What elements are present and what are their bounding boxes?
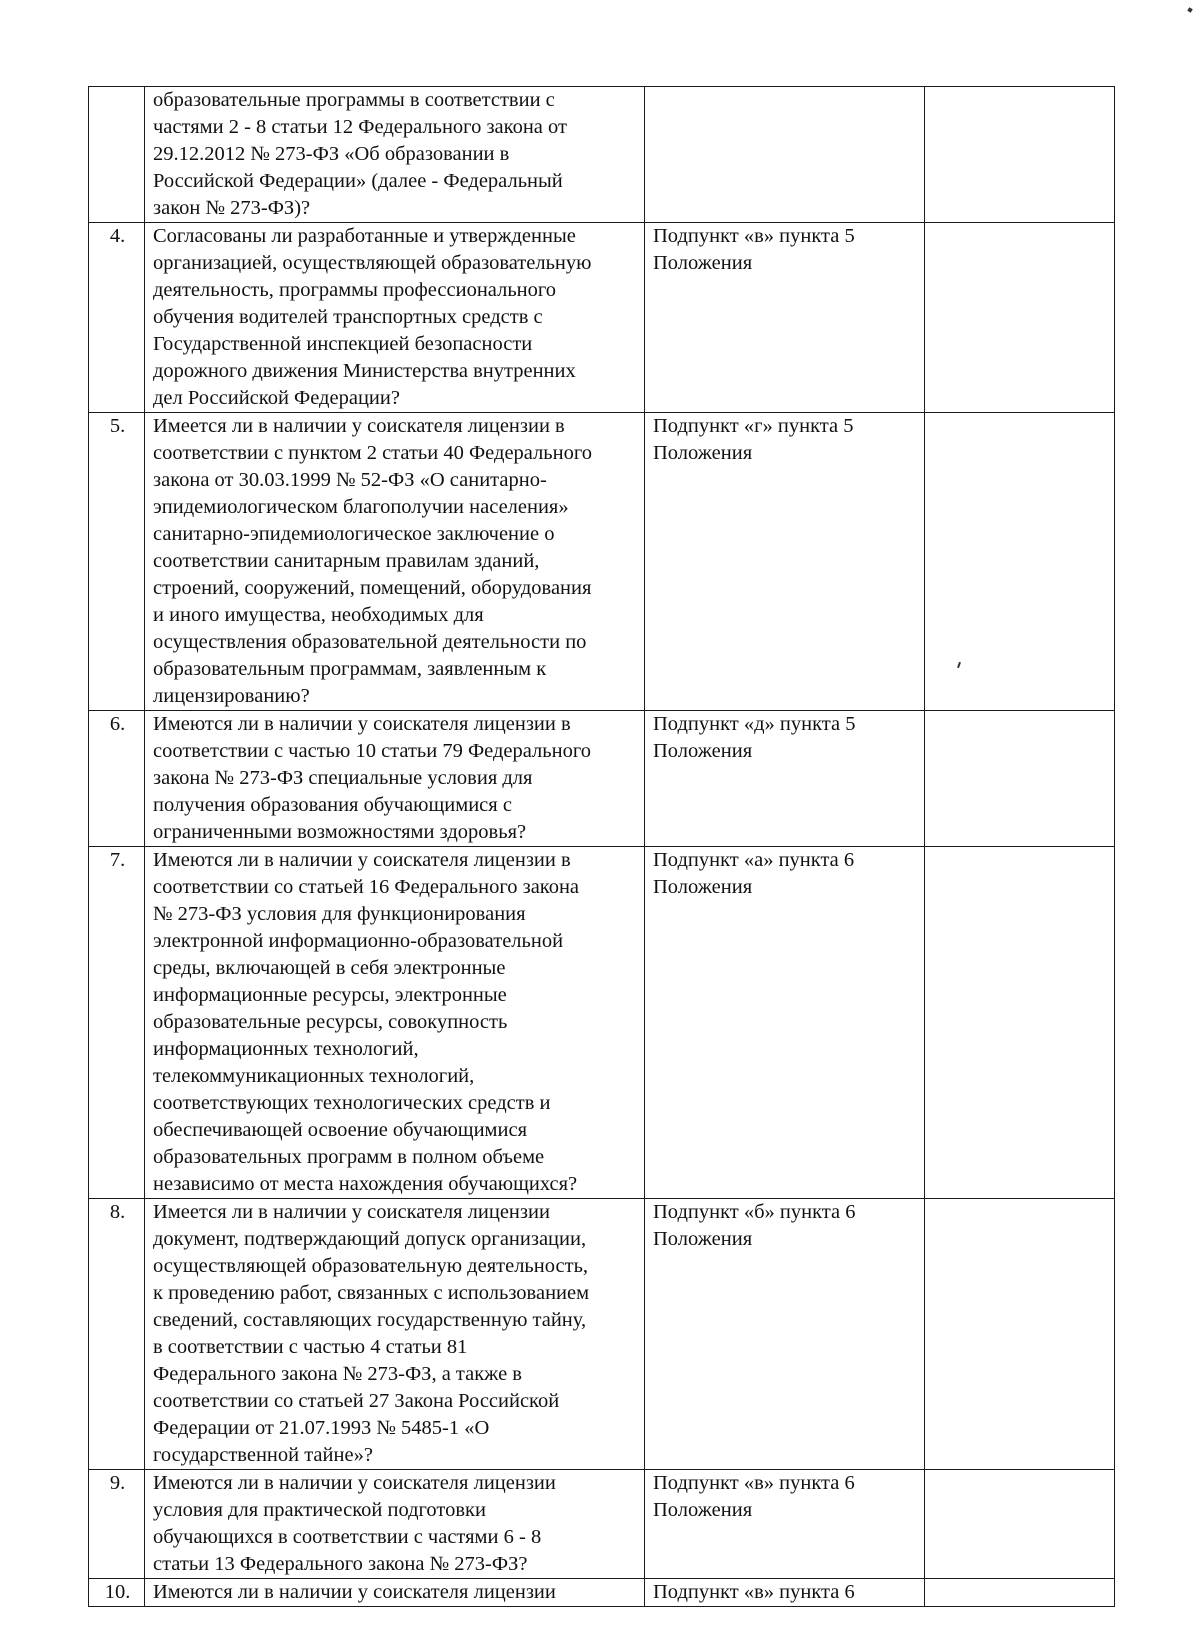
reference-cell: Подпункт «в» пункта 5 Положения (645, 223, 925, 413)
note-cell (925, 87, 1115, 223)
note-cell (925, 847, 1115, 1199)
question-cell: Имеются ли в наличии у соискателя лицензии в соответствии со статьей 16 Федерального закона № 273-ФЗ условия для функционирования электронной информационно-образовательной среды, включающей в себя электронные информационные ресурсы, электронные образовательные ресурсы, совокупность информационных технологий, телекоммуникационных технологий, соответствующих технологических средств и обеспечивающей освоение обучающимися образовательных программ в полном объеме независимо от места нахождения обучающихся? (145, 847, 645, 1199)
row-number: 10. (89, 1579, 145, 1607)
table-row (89, 413, 1115, 711)
table-row (89, 1470, 1115, 1579)
note-cell (925, 711, 1115, 847)
table-row (89, 223, 1115, 413)
reference-cell: Подпункт «в» пункта 6 Положения (645, 1470, 925, 1579)
question-cell: Имеются ли в наличии у соискателя лицензии (145, 1579, 645, 1607)
note-cell (925, 1199, 1115, 1470)
row-number: 6. (89, 711, 145, 847)
table-row (89, 1199, 1115, 1470)
row-number: 7. (89, 847, 145, 1199)
note-cell (925, 1470, 1115, 1579)
reference-cell: Подпункт «б» пункта 6 Положения (645, 1199, 925, 1470)
table-row (89, 87, 1115, 223)
question-cell: Имеется ли в наличии у соискателя лицензии документ, подтверждающий допуск организации, осуществляющей образовательную деятельность, к проведению работ, связанных с использованием сведений, составляющих государственную тайну, в соответствии с частью 4 статьи 81 Федерального закона № 273-ФЗ, а также в соответствии со статьей 27 Закона Российской Федерации от 21.07.1993 № 5485-1 «О государственной тайне»? (145, 1199, 645, 1470)
question-cell: Имеются ли в наличии у соискателя лицензии в соответствии с частью 10 статьи 79 Федерального закона № 273-ФЗ специальные условия для получения образования обучающимися с ограниченными возможностями здоровья? (145, 711, 645, 847)
note-cell (925, 223, 1115, 413)
row-number: 5. (89, 413, 145, 711)
table-row (89, 1579, 1115, 1607)
table-row (89, 847, 1115, 1199)
scan-mark (1187, 7, 1192, 12)
note-cell (925, 1579, 1115, 1607)
row-number: 4. (89, 223, 145, 413)
question-cell: Согласованы ли разработанные и утвержденные организацией, осуществляющей образовательную деятельность, программы профессионального обучения водителей транспортных средств с Государственной инспекцией безопасности дорожного движения Министерства внутренних дел Российской Федерации? (145, 223, 645, 413)
question-cell: Имеются ли в наличии у соискателя лицензии условия для практической подготовки обучающихся в соответствии с частями 6 - 8 статьи 13 Федерального закона № 273-ФЗ? (145, 1470, 645, 1579)
reference-cell: Подпункт «а» пункта 6 Положения (645, 847, 925, 1199)
question-cell: образовательные программы в соответствии с частями 2 - 8 статьи 12 Федерального закона от 29.12.2012 № 273-ФЗ «Об образовании в Российской Федерации» (далее - Федеральный закон № 273-ФЗ)? (145, 87, 645, 223)
table-row (89, 711, 1115, 847)
checklist-table (88, 86, 1115, 1607)
reference-cell: Подпункт «г» пункта 5 Положения (645, 413, 925, 711)
reference-cell: Подпункт «д» пункта 5 Положения (645, 711, 925, 847)
reference-cell: Подпункт «в» пункта 6 (645, 1579, 925, 1607)
row-number: 8. (89, 1199, 145, 1470)
row-number (89, 87, 145, 223)
note-cell (925, 413, 1115, 711)
reference-cell (645, 87, 925, 223)
question-cell: Имеется ли в наличии у соискателя лицензии в соответствии с пунктом 2 статьи 40 Федерального закона от 30.03.1999 № 52-ФЗ «О санитарно- эпидемиологическом благополучии населения» санитарно-эпидемиологическое заключение о соответствии санитарным правилам зданий, строений, сооружений, помещений, оборудования и иного имущества, необходимых для осуществления образовательной деятельности по образовательным программам, заявленным к лицензированию? (145, 413, 645, 711)
row-number: 9. (89, 1470, 145, 1579)
